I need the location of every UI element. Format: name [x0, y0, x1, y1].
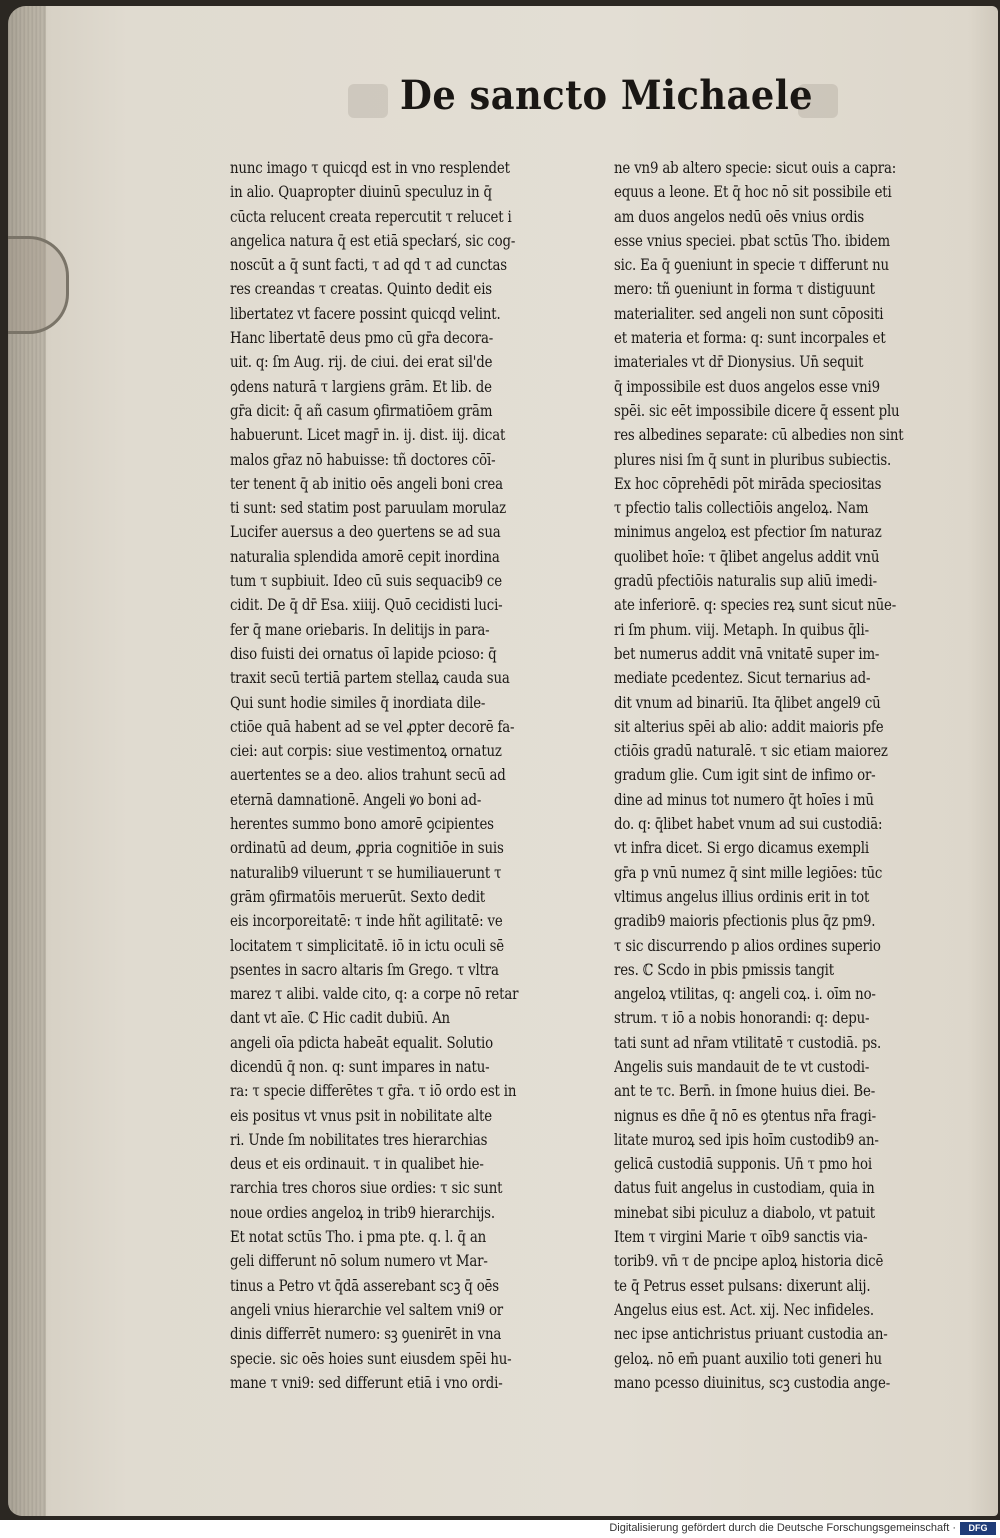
text-line: gradib9 maioris pfectionis plus q̄z pm9. [614, 912, 876, 931]
text-line: ꝯdens naturā τ largiens grām. Et lib. de [230, 377, 492, 396]
text-line: cūcta relucent creata repercutit τ relucet i [230, 207, 512, 226]
text-line: mediate pcedentez. Sicut ternarius ad- [614, 669, 871, 688]
text-line: mane τ vni9: sed differunt etiā i vno ordi- [230, 1373, 503, 1392]
text-line: τ sic discurrendo p alios ordines superio [614, 936, 881, 955]
text-line: ra: τ specie differētes τ gr̄a. τ iō ordo est in [230, 1082, 517, 1101]
text-line: sic. Ea q̄ ꝯueniunt in specie τ differunt nu [614, 256, 889, 275]
text-line: Lucifer auersus a deo ꝯuertens se ad sua [230, 523, 501, 542]
text-line: minebat sibi piculuz a diabolo, vt patuit [614, 1203, 875, 1222]
text-line: vltimus angelus illius ordinis erit in tot [614, 887, 870, 906]
page-edge-stack [8, 6, 46, 1516]
digitization-footer [0, 1520, 1000, 1538]
text-line: ctiōis gradū naturalē. τ sic etiam maiorez [614, 742, 888, 761]
text-line: torib9. vn̄ τ de pncipe aploꝝ historia dicē [614, 1252, 884, 1271]
text-line: in alio. Quapropter diuinū speculuz in q̄ [230, 183, 492, 202]
left-text-column [230, 156, 608, 1395]
text-line: Qui sunt hodie similes q̄ inordiata dile- [230, 693, 486, 712]
text-line: Et notat sctūs Tho. i pma pte. q. l. q̄ an [230, 1228, 487, 1247]
text-line: datus fuit angelus in custodiam, quia in [614, 1179, 875, 1198]
text-line: naturalia splendida amorē cepit inordina [230, 547, 500, 566]
text-line: eis incorporeitatē: τ inde hñt agilitatē: ve [230, 912, 503, 931]
text-line: angeli vnius hierarchie vel saltem vni9 or [230, 1300, 503, 1319]
text-line: Angelis suis mandauit de te vt custodi- [614, 1057, 870, 1076]
page-heading: De sancto Michaele [400, 72, 814, 119]
text-line: specie. sic oēs hoies sunt eiusdem spēi hu- [230, 1349, 512, 1368]
text-line: materialiter. sed angeli non sunt cōpositi [614, 304, 884, 323]
text-line: tati sunt ad nr̄am vtilitatē τ custodiā. ps. [614, 1033, 882, 1052]
text-line: uit. q: ſm Aug. rij. de ciui. dei erat sil'de [230, 353, 493, 372]
text-line: res creandas τ creatas. Quinto dedit eis [230, 280, 492, 299]
text-line: angeli oīa pdicta habeāt equalit. Solutio [230, 1033, 493, 1052]
text-line: ne vn9 ab altero specie: sicut ouis a capra: [614, 159, 897, 177]
text-line: et materia et forma: q: sunt incorpales et [614, 329, 886, 348]
text-line: malos gr̄az nō habuisse: tñ doctores cōī- [230, 450, 496, 469]
text-line: psentes in sacro altaris ſm Grego. τ vltra [230, 960, 499, 979]
text-line: nec ipse antichristus priuant custodia an- [614, 1325, 888, 1344]
text-line: gr̄a p vnū numez q̄ sint mille legiōes: tūc [614, 863, 883, 882]
text-line: ter tenent q̄ ab initio oēs angeli boni crea [230, 474, 503, 493]
text-line: libertatez vt facere possint quicqd velint. [230, 304, 501, 323]
text-line: grām ꝯfirmatōis meruerūt. Sexto dedit [230, 887, 485, 906]
text-line: geli differunt nō solum numero vt Mar- [230, 1252, 488, 1271]
text-line: ciei: aut corpis: siue vestimentoꝝ ornatuz [230, 742, 502, 761]
text-line: gr̄a dicit: q̄ añ casum ꝯfirmatiōem grām [230, 401, 493, 420]
text-line: res. ℂ Scdo in pbis pmissis tangit [614, 960, 834, 979]
text-line: tum τ supbiuit. Ideo cū suis sequacib9 ce [230, 572, 502, 591]
text-line: bet numerus addit vnā vnitatē super im- [614, 644, 880, 663]
text-line: minimus angeloꝝ est pfectior ſm naturaz [614, 523, 882, 542]
text-line: mero: tñ ꝯueniunt in forma τ distiguunt [614, 280, 875, 299]
text-line: ate inferiorē. q: species reꝝ sunt sicut nūe- [614, 596, 897, 615]
book-page [8, 6, 998, 1516]
text-line: eis positus vt vnus psit in nobilitate alte [230, 1106, 492, 1125]
text-line: ant te τc. Bern̄. in ſmone huius diei. Be- [614, 1082, 876, 1101]
text-line: noscūt a q̄ sunt facti, τ ad qd τ ad cunctas [230, 256, 507, 275]
text-line: mano pcesso diuinitus, scꝫ custodia ange- [614, 1373, 891, 1392]
text-line: sit alterius spēi ab alio: addit maioris pfe [614, 717, 884, 736]
text-line: geloꝝ. nō em̄ puant auxilio toti generi hu [614, 1349, 882, 1368]
bleed-through-mark [348, 84, 388, 118]
text-line: ordinatū ad deum, ꝓpria cognitiōe in suis [230, 839, 504, 858]
book-clasp [8, 236, 69, 334]
text-line: equus a leone. Et q̄ hoc nō sit possibile eti [614, 183, 892, 202]
text-line: dant vt aīe. ℂ Hic cadit dubiū. An [230, 1009, 450, 1028]
footer-credit: Digitalisierung gefördert durch die Deutsche Forschungsgemeinschaft · [609, 1522, 956, 1534]
text-line: res albedines separate: cū albedies non sint [614, 426, 904, 445]
text-line: deus et eis ordinauit. τ in qualibet hie- [230, 1155, 484, 1174]
text-line: dine ad minus tot numero q̄t hoīes i mū [614, 790, 874, 809]
text-line: noue ordies angeloꝝ in trib9 hierarchijs. [230, 1203, 495, 1222]
text-line: dit vnum ad binariū. Ita q̄libet angel9 cū [614, 693, 881, 712]
text-line: nignus es dn̄e q̄ nō es ꝯtentus nr̄a fragi- [614, 1106, 876, 1125]
text-line: angelica natura q̄ est etiā specłarś, sic cog- [230, 231, 516, 250]
text-line: ctiōe quā habent ad se vel ꝓpter decorē fa- [230, 717, 515, 736]
text-line: ti sunt: sed statim post paruulam morulaz [230, 499, 507, 518]
text-line: marez τ alibi. valde cito, q: a corpe nō retar [230, 985, 519, 1004]
text-line: tinus a Petro vt q̄dā asserebant scꝫ q̄ oēs [230, 1276, 499, 1295]
text-line: litate muroꝝ sed ipis hoīm custodib9 an- [614, 1130, 879, 1149]
text-line: cidit. De q̄ dr̄ Esa. xiiij. Quō cecidisti luci- [230, 596, 503, 615]
text-line: gradū pfectiōis naturalis sup aliū imedi- [614, 572, 877, 591]
text-line: fer q̄ mane oriebaris. In delitijs in para- [230, 620, 490, 639]
text-line: gradum glie. Cum igit sint de infimo or- [614, 766, 876, 785]
text-line: ri. Unde ſm nobilitates tres hierarchias [230, 1130, 488, 1149]
text-line: am duos angelos nedū oēs vnius ordis [614, 207, 865, 226]
right-text-column [614, 156, 974, 1395]
text-line: Item τ virgini Marie τ oīb9 sanctis via- [614, 1228, 868, 1247]
text-line: vt infra dicet. Si ergo dicamus exempli [614, 839, 869, 858]
text-line: Hanc libertatē deus pmo cū gr̄a decora- [230, 329, 494, 348]
text-line: nunc imago τ quicqd est in vno resplendet [230, 159, 510, 177]
text-line: gelicā custodiā supponis. Un̄ τ pmo hoi [614, 1155, 872, 1174]
text-line: ri ſm phum. viij. Metaph. In quibus q̄li- [614, 620, 869, 639]
text-line: auertentes se a deo. alios trahunt secū ad [230, 766, 506, 785]
text-line: τ pfectio talis collectiōis angeloꝝ. Nam [614, 499, 869, 518]
text-line: imateriales vt dr̄ Dionysius. Un̄ sequit [614, 353, 864, 372]
text-line: habuerunt. Licet magr̄ in. ij. dist. iij. dicat [230, 426, 506, 445]
text-line: Ex hoc cōprehēdi pōt mirāda speciositas [614, 474, 882, 493]
text-line: naturalib9 viluerunt τ se humiliauerunt τ [230, 863, 502, 882]
text-line: spēi. sic eēt impossibile dicere q̄ essent plu [614, 401, 900, 420]
text-line: quolibet hoīe: τ q̄libet angelus addit vnū [614, 547, 880, 566]
dfg-logo: DFG [960, 1522, 996, 1535]
text-line: traxit secū tertiā partem stellaꝝ cauda sua [230, 669, 510, 688]
text-line: plures nisi ſm q̄ sunt in pluribus subiectis. [614, 450, 892, 469]
text-line: herentes summo bono amorē ꝯcipientes [230, 815, 494, 834]
text-line: dinis differrēt numero: sꝫ ꝯuenirēt in vna [230, 1325, 502, 1344]
text-line: rarchia tres choros siue ordies: τ sic sunt [230, 1179, 503, 1198]
text-line: te q̄ Petrus esset pulsans: dixerunt alij. [614, 1276, 871, 1295]
text-line: eternā damnationē. Angeli ꝟo boni ad- [230, 790, 482, 809]
text-line: Angelus eius est. Act. xij. Nec infideles. [614, 1300, 874, 1319]
text-line: angeloꝝ vtilitas, q: angeli coꝝ. i. oīm no- [614, 985, 876, 1004]
text-line: do. q: q̄libet habet vnum ad sui custodiā: [614, 815, 883, 834]
text-line: esse vnius speciei. pbat sctūs Tho. ibidem [614, 231, 890, 250]
text-line: strum. τ iō a nobis honorandi: q: depu- [614, 1009, 870, 1028]
text-line: locitatem τ simplicitatē. iō in ictu oculi sē [230, 936, 504, 955]
text-line: dicendū q̄ non. q: sunt impares in natu- [230, 1057, 490, 1076]
text-line: diso fuisti dei ornatus oī lapide pcioso: q̄ [230, 644, 497, 663]
text-line: q̄ impossibile est duos angelos esse vni9 [614, 377, 880, 396]
